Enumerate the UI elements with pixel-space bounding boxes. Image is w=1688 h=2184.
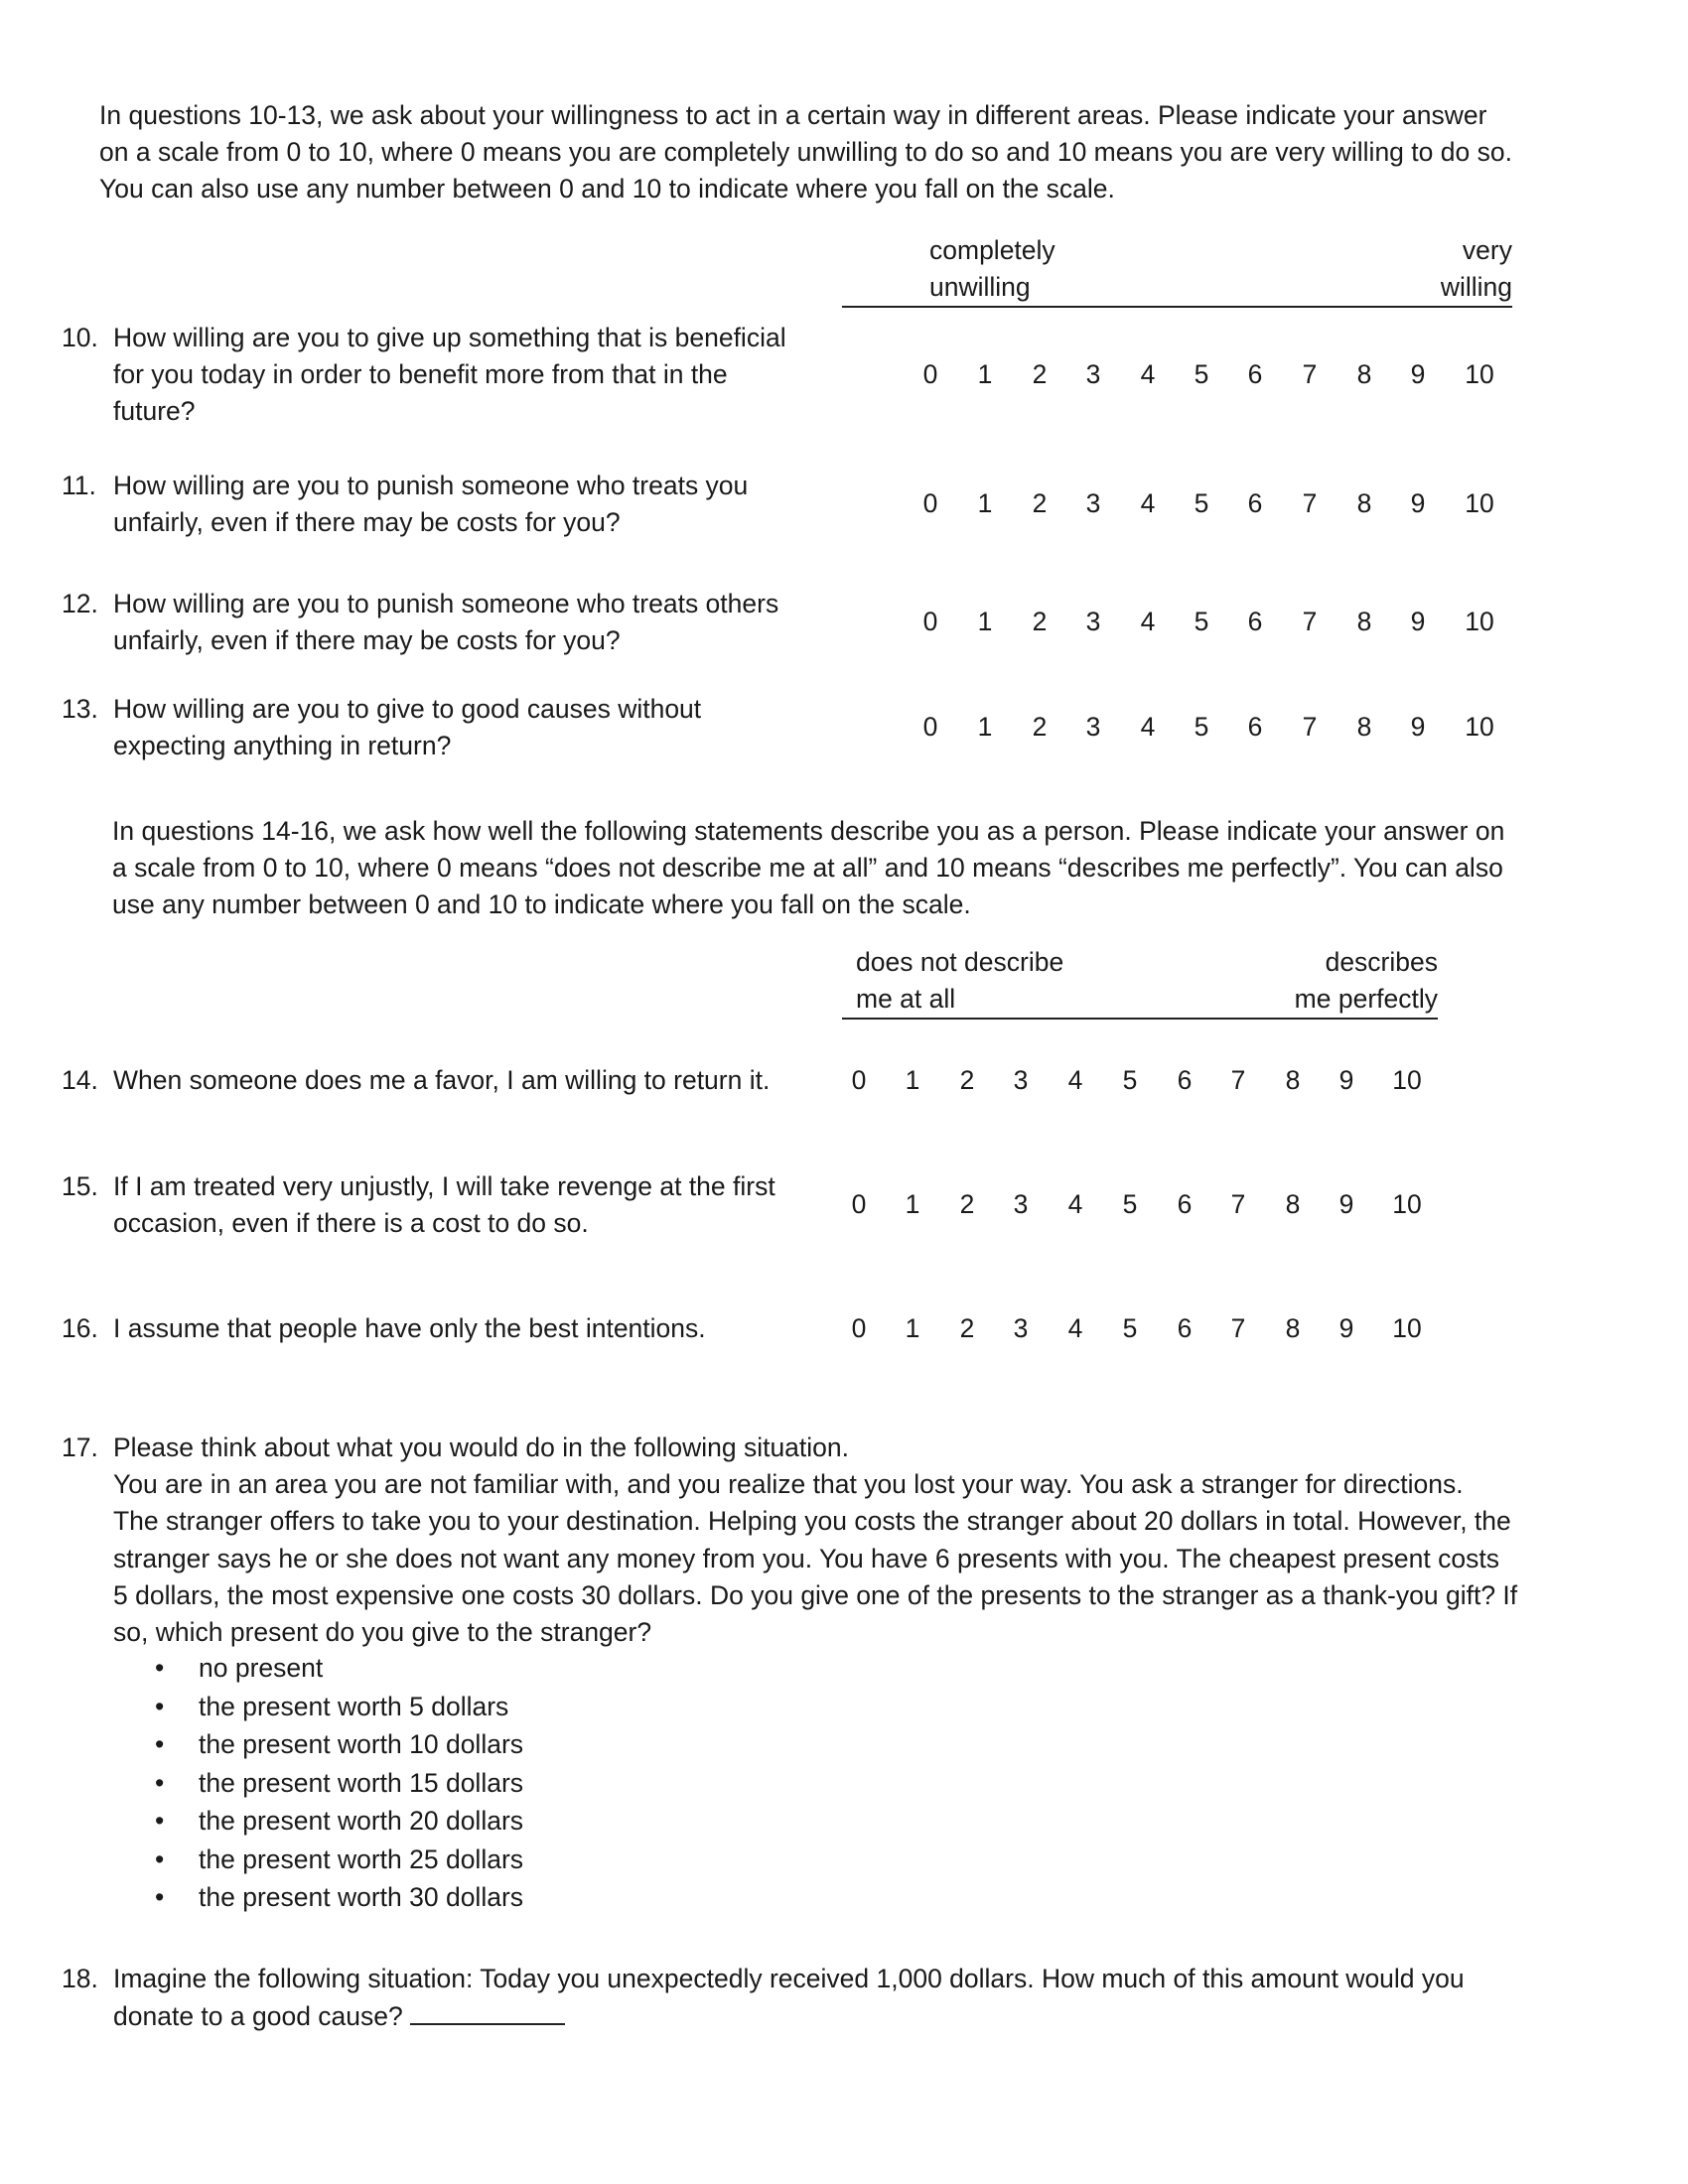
section1-intro <box>99 97 1628 207</box>
question-text: When someone does me a favor, I am willing to return it. <box>113 1065 771 1095</box>
scale-option[interactable]: 1 <box>977 712 993 742</box>
question-text: You are in an area you are not familiar with, and you realize that you lost your way. You ask a stranger for directions. <box>113 1469 1464 1500</box>
question-text: The stranger offers to take you to your destination. Helping you costs the stranger about 20 dollars in total. However, the <box>113 1506 1511 1537</box>
question-number: 12. <box>62 589 98 618</box>
scale-option[interactable]: 1 <box>905 1189 920 1219</box>
scale-header-willingness <box>842 232 1512 308</box>
question-text: Imagine the following situation: Today you unexpectedly received 1,000 dollars. How much of this amount would you <box>113 1964 1465 1993</box>
intro-line: In questions 14-16, we ask how well the following statements describe you as a person. Please indicate your answer on <box>112 816 1505 846</box>
scale-header-describes <box>842 944 1438 1020</box>
scale-option[interactable]: 10 <box>1465 359 1494 389</box>
scale-option[interactable]: 9 <box>1410 488 1426 518</box>
scale-option[interactable]: 8 <box>1285 1189 1301 1219</box>
scale-option[interactable]: 9 <box>1338 1313 1354 1343</box>
scale-option[interactable]: 4 <box>1140 712 1156 742</box>
scale-option[interactable]: 6 <box>1177 1065 1193 1095</box>
scale-right-label: willing <box>1440 272 1512 302</box>
scale-option[interactable]: 3 <box>1013 1313 1029 1343</box>
question-text: If I am treated very unjustly, I will take revenge at the first <box>113 1171 775 1201</box>
scale-option[interactable]: 0 <box>851 1065 867 1095</box>
scale-option[interactable]: 7 <box>1302 488 1318 518</box>
question-text: unfairly, even if there may be costs for you? <box>113 625 621 655</box>
scale-option[interactable]: 4 <box>1067 1313 1083 1343</box>
option-15-dollars[interactable]: • the present worth 15 dollars <box>159 1765 523 1804</box>
question-number: 14. <box>62 1065 98 1095</box>
scale-option[interactable]: 10 <box>1392 1313 1422 1343</box>
scale-option[interactable]: 3 <box>1085 359 1101 389</box>
scale-option[interactable]: 4 <box>1140 488 1156 518</box>
scale-option[interactable]: 3 <box>1085 607 1101 636</box>
scale-option[interactable]: 9 <box>1338 1065 1354 1095</box>
scale-option[interactable]: 5 <box>1194 359 1209 389</box>
section2-intro <box>112 813 1641 923</box>
scale-option[interactable]: 1 <box>905 1313 920 1343</box>
scale-option[interactable]: 5 <box>1122 1065 1138 1095</box>
scale-left-label: completely <box>929 235 1055 265</box>
scale-option[interactable]: 9 <box>1410 712 1426 742</box>
scale-option[interactable]: 0 <box>851 1189 867 1219</box>
scale-option[interactable]: 2 <box>1032 712 1048 742</box>
scale-option[interactable]: 3 <box>1085 712 1101 742</box>
question-text: donate to a good cause? <box>113 2001 403 2031</box>
question-text: 5 dollars, the most expensive one costs 30 dollars. Do you give one of the presents to the stranger as a thank-you gift? If <box>113 1579 1518 1610</box>
scale-option[interactable]: 4 <box>1140 359 1156 389</box>
scale-option[interactable]: 8 <box>1356 607 1372 636</box>
scale-option[interactable]: 0 <box>922 712 938 742</box>
question-number: 11. <box>62 471 96 500</box>
scale-option[interactable]: 6 <box>1247 488 1263 518</box>
option-no-present[interactable]: • no present <box>159 1650 523 1689</box>
scale-option[interactable]: 7 <box>1230 1065 1246 1095</box>
scale-option[interactable]: 6 <box>1247 359 1263 389</box>
question-text: How willing are you to punish someone who treats you <box>113 471 749 500</box>
scale-option[interactable]: 1 <box>977 488 993 518</box>
option-25-dollars[interactable]: • the present worth 25 dollars <box>159 1842 523 1880</box>
scale-option[interactable]: 6 <box>1177 1313 1193 1343</box>
intro-line: You can also use any number between 0 and 10 to indicate where you fall on the scale. <box>99 174 1115 204</box>
scale-option[interactable]: 9 <box>1410 607 1426 636</box>
scale-option[interactable]: 5 <box>1194 488 1209 518</box>
scale-option[interactable]: 6 <box>1177 1189 1193 1219</box>
scale-option[interactable]: 6 <box>1247 607 1263 636</box>
scale-option[interactable]: 0 <box>922 488 938 518</box>
question-number: 16. <box>62 1313 98 1343</box>
scale-option[interactable]: 2 <box>1032 488 1048 518</box>
scale-option[interactable]: 10 <box>1465 607 1494 636</box>
scale-option[interactable]: 3 <box>1013 1065 1029 1095</box>
scale-option[interactable]: 2 <box>959 1189 975 1219</box>
question-text: Please think about what you would do in the following situation. <box>113 1433 850 1462</box>
option-20-dollars[interactable]: • the present worth 20 dollars <box>159 1803 523 1842</box>
intro-line: on a scale from 0 to 10, where 0 means you are completely unwilling to do so and 10 means you are very willing to do so. <box>99 137 1512 167</box>
question-number: 17. <box>62 1433 98 1462</box>
scale-option[interactable]: 2 <box>1032 359 1048 389</box>
scale-option[interactable]: 5 <box>1194 712 1209 742</box>
scale-option[interactable]: 3 <box>1013 1189 1029 1219</box>
question-text: expecting anything in return? <box>113 731 452 760</box>
scale-option[interactable]: 8 <box>1356 488 1372 518</box>
scale-option[interactable]: 5 <box>1122 1189 1138 1219</box>
scale-option[interactable]: 7 <box>1302 607 1318 636</box>
question-number: 15. <box>62 1171 98 1201</box>
intro-line: a scale from 0 to 10, where 0 means “does not describe me at all” and 10 means “describes me perfectly”. You can also <box>112 853 1503 883</box>
scale-option[interactable]: 1 <box>905 1065 920 1095</box>
scale-option[interactable]: 9 <box>1338 1189 1354 1219</box>
scale-option[interactable]: 1 <box>977 607 993 636</box>
scale-left-label: does not describe <box>856 947 1064 977</box>
scale-option[interactable]: 7 <box>1230 1189 1246 1219</box>
scale-option[interactable]: 7 <box>1302 359 1318 389</box>
scale-option[interactable]: 9 <box>1410 359 1426 389</box>
question-text: so, which present do you give to the stranger? <box>113 1617 652 1648</box>
intro-line: use any number between 0 and 10 to indicate where you fall on the scale. <box>112 889 971 919</box>
scale-option[interactable]: 2 <box>959 1065 975 1095</box>
scale-option[interactable]: 7 <box>1230 1313 1246 1343</box>
scale-option[interactable]: 10 <box>1392 1189 1422 1219</box>
q17-options <box>159 1650 523 1918</box>
scale-option[interactable]: 5 <box>1194 607 1209 636</box>
scale-option[interactable]: 7 <box>1302 712 1318 742</box>
option-5-dollars[interactable]: • the present worth 5 dollars <box>159 1689 523 1727</box>
question-number: 10. <box>62 323 98 352</box>
scale-option[interactable]: 4 <box>1140 607 1156 636</box>
scale-option[interactable]: 4 <box>1067 1065 1083 1095</box>
question-text: future? <box>113 396 196 426</box>
scale-option[interactable]: 10 <box>1392 1065 1422 1095</box>
option-10-dollars[interactable]: • the present worth 10 dollars <box>159 1726 523 1765</box>
scale-right-label: very <box>1462 235 1512 265</box>
scale-option[interactable]: 0 <box>851 1313 867 1343</box>
scale-option[interactable]: 3 <box>1085 488 1101 518</box>
scale-left-label: unwilling <box>929 272 1031 302</box>
scale-option[interactable]: 8 <box>1356 712 1372 742</box>
scale-option[interactable]: 8 <box>1285 1313 1301 1343</box>
question-number: 13. <box>62 694 98 724</box>
scale-option[interactable]: 6 <box>1247 712 1263 742</box>
scale-right-label: describes <box>1325 947 1438 977</box>
scale-option[interactable]: 0 <box>922 359 938 389</box>
scale-left-label: me at all <box>856 984 956 1014</box>
scale-option[interactable]: 2 <box>1032 607 1048 636</box>
scale-option[interactable]: 5 <box>1122 1313 1138 1343</box>
scale-option[interactable]: 1 <box>977 359 993 389</box>
question-number: 18. <box>62 1964 98 1993</box>
scale-option[interactable]: 8 <box>1285 1065 1301 1095</box>
answer-blank[interactable] <box>410 1997 565 2025</box>
scale-option[interactable]: 2 <box>959 1313 975 1343</box>
intro-line: In questions 10-13, we ask about your willingness to act in a certain way in different areas. Please indicate your answer <box>99 100 1487 130</box>
question-text: How willing are you to give to good causes without <box>113 694 702 724</box>
scale-option[interactable]: 10 <box>1465 712 1494 742</box>
scale-option[interactable]: 4 <box>1067 1189 1083 1219</box>
question-text: I assume that people have only the best intentions. <box>113 1313 706 1343</box>
question-text: How willing are you to give up something that is beneficial <box>113 323 786 352</box>
scale-option[interactable]: 0 <box>922 607 938 636</box>
question-text: occasion, even if there is a cost to do so. <box>113 1208 589 1238</box>
question-text: unfairly, even if there may be costs for you? <box>113 507 621 537</box>
option-30-dollars[interactable]: • the present worth 30 dollars <box>159 1879 523 1918</box>
question-text: for you today in order to benefit more from that in the <box>113 359 728 389</box>
question-text: How willing are you to punish someone who treats others <box>113 589 779 618</box>
scale-right-label: me perfectly <box>1294 984 1438 1014</box>
scale-option[interactable]: 8 <box>1356 359 1372 389</box>
question-text: stranger says he or she does not want any money from you. You have 6 presents with you. The cheapest present costs <box>113 1543 1499 1573</box>
scale-option[interactable]: 10 <box>1465 488 1494 518</box>
